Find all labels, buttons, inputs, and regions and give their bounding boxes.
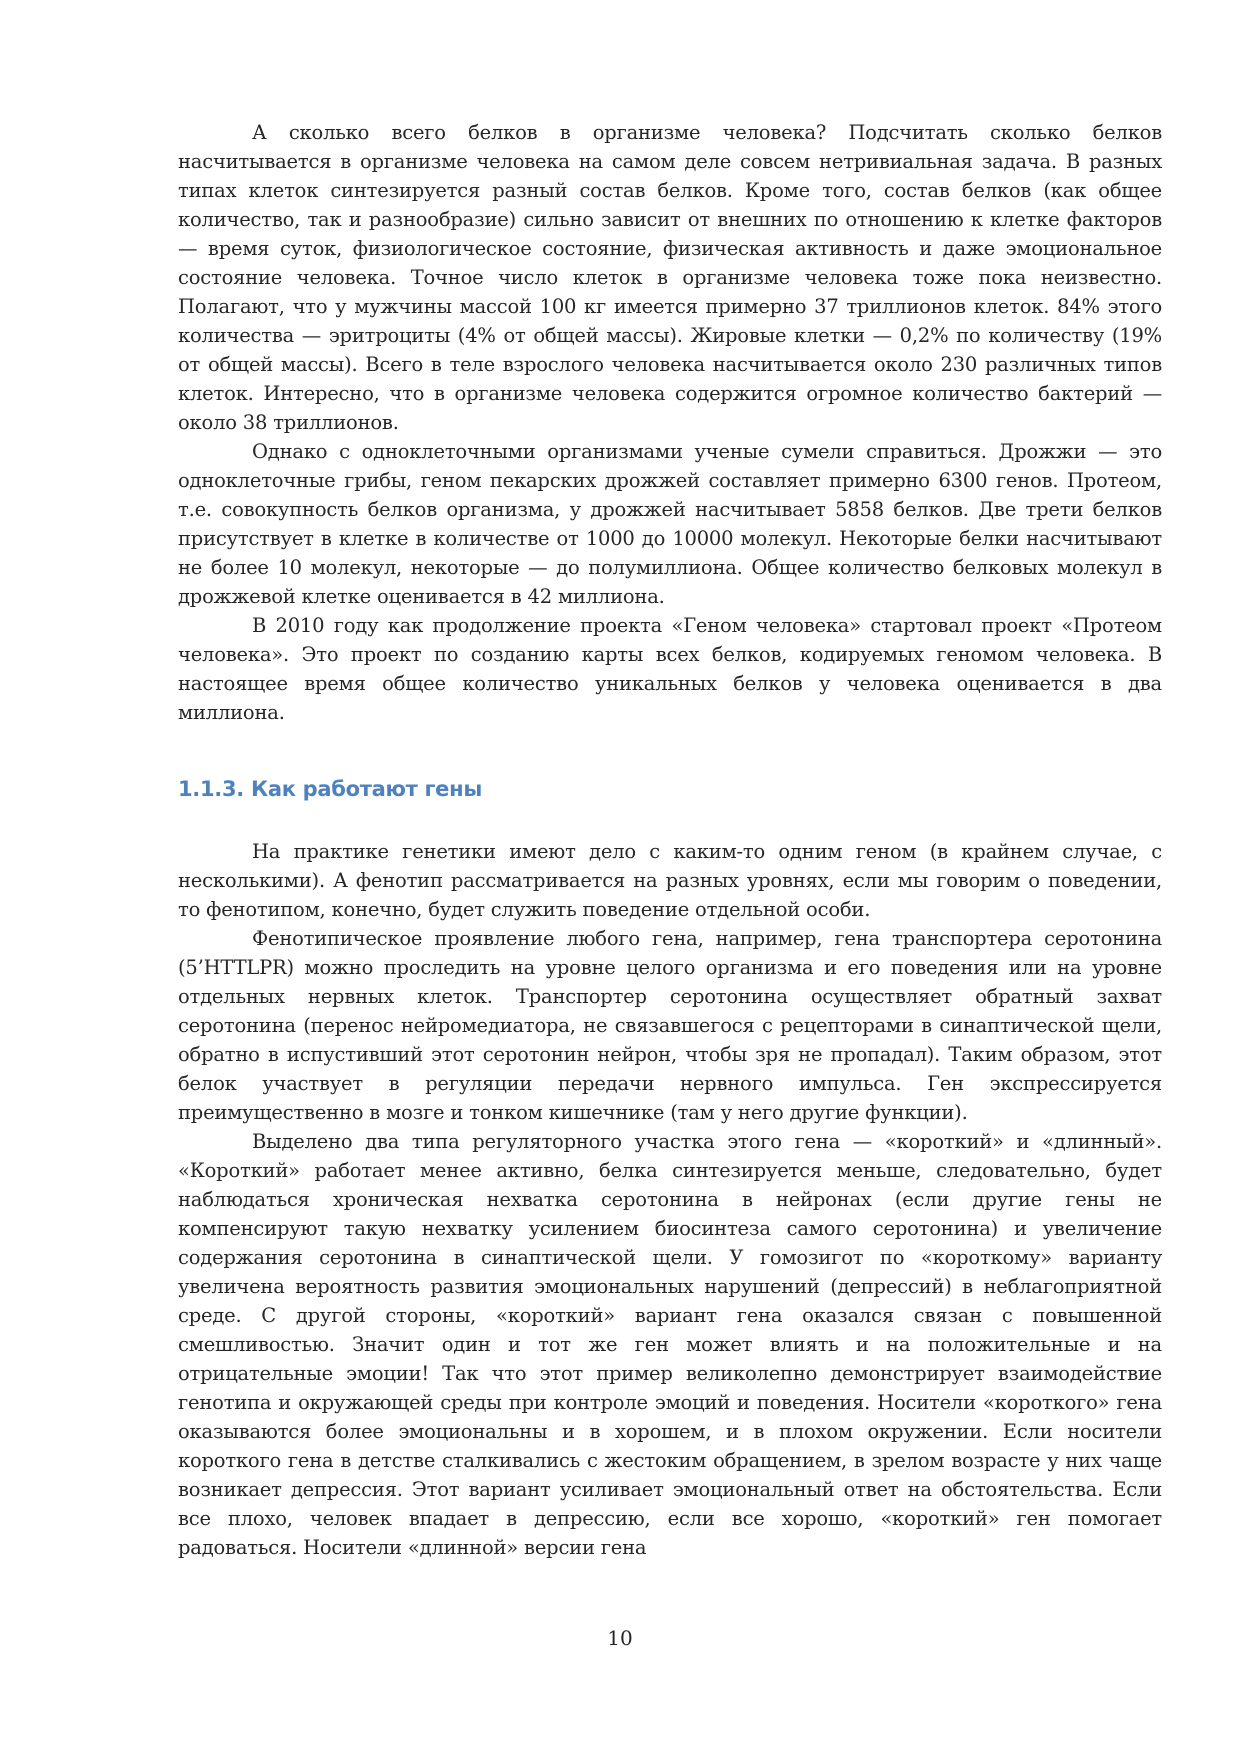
paragraph-serotonin-transporter: Фенотипическое проявление любого гена, например, гена транспортера серотонина (5’HTTLPR) можно проследить на уровне целого организма и его поведения или на уровне отдельных нервных клеток. Транспортер серотонина осуществляет обратный захват серотонина (перенос нейромедиатора, не связавшегося с рецепторами в синаптической щели, обратно в испустивший этот серотонин нейрон, чтобы зря не пропадал). Таким образом, этот белок участвует в регуляции передачи нервного импульса. Ген экспрессируется преимущественно в мозге и тонком кишечнике (там у него другие функции). (178, 927, 1162, 1124)
paragraph-yeast-proteome: Однако с одноклеточными организмами ученые сумели справиться. Дрожжи — это одноклеточные грибы, геном пекарских дрожжей составляет примерно 6300 генов. Протеом, т.е. совокупность белков организма, у дрожжей насчитывает 5858 белков. Две трети белков присутствует в клетке в количестве от 1000 до 10000 молекул. Некоторые белки насчитывают не более 10 молекул, некоторые — до полумиллиона. Общее количество белковых молекул в дрожжевой клетке оценивается в 42 миллиона. (178, 440, 1162, 608)
document-page (178, 118, 1162, 1562)
section-heading: 1.1.3. Как работают гены (178, 777, 483, 801)
paragraph-protein-count: А сколько всего белков в организме человека? Подсчитать сколько белков насчитывается в организме человека на самом деле совсем нетривиальная задача. В разных типах клеток синтезируется разный состав белков. Кроме того, состав белков (как общее количество, так и разнообразие) сильно зависит от внешних по отношению к клетке факторов — время суток, физиологическое состояние, физическая активность и даже эмоциональное состояние человека. Точное число клеток в организме человека тоже пока неизвестно. Полагают, что у мужчины массой 100 кг имеется примерно 37 триллионов клеток. 84% этого количества — эритроциты (4% от общей массы). Жировые клетки — 0,2% по количеству (19% от общей массы). Всего в теле взрослого человека насчитывается около 230 различных типов клеток. Интересно, что в организме человека содержится огромное количество бактерий — около 38 триллионов. (178, 121, 1162, 434)
paragraph-human-proteome: В 2010 году как продолжение проекта «Геном человека» стартовал проект «Протеом человека». Это проект по созданию карты всех белков, кодируемых геномом человека. В настоящее время общее количество уникальных белков у человека оценивается в два миллиона. (178, 614, 1162, 724)
page-number: 10 (607, 1626, 633, 1650)
paragraph-regulatory-variants: Выделено два типа регуляторного участка этого гена — «короткий» и «длинный». «Короткий» работает менее активно, белка синтезируется меньше, следовательно, будет наблюдаться хроническая нехватка серотонина в нейронах (если другие гены не компенсируют такую нехватку усилением биосинтеза самого серотонина) и увеличение содержания серотонина в синаптической щели. У гомозигот по «короткому» варианту увеличена вероятность развития эмоциональных нарушений (депрессий) в неблагоприятной среде. С другой стороны, «короткий» вариант гена оказался связан с повышенной смешливостью. Значит один и тот же ген может влиять и на положительные и на отрицательные эмоции! Так что этот пример великолепно демонстрирует взаимодействие генотипа и окружающей среды при контроле эмоций и поведения. Носители «короткого» гена оказываются более эмоциональны и в хорошем, и в плохом окружении. Если носители короткого гена в детстве сталкивались с жестоким обращением, в зрелом возрасте у них чаще возникает депрессия. Этот вариант усиливает эмоциональный ответ на обстоятельства. Если все плохо, человек впадает в депрессию, если все хорошо, «короткий» ген помогает радоваться. Носители «длинной» версии гена (178, 1130, 1162, 1559)
paragraph-genetics-practice: На практике генетики имеют дело с каким-то одним геном (в крайнем случае, с несколькими). А фенотип рассматривается на разных уровнях, если мы говорим о поведении, то фенотипом, конечно, будет служить поведение отдельной особи. (178, 840, 1162, 921)
